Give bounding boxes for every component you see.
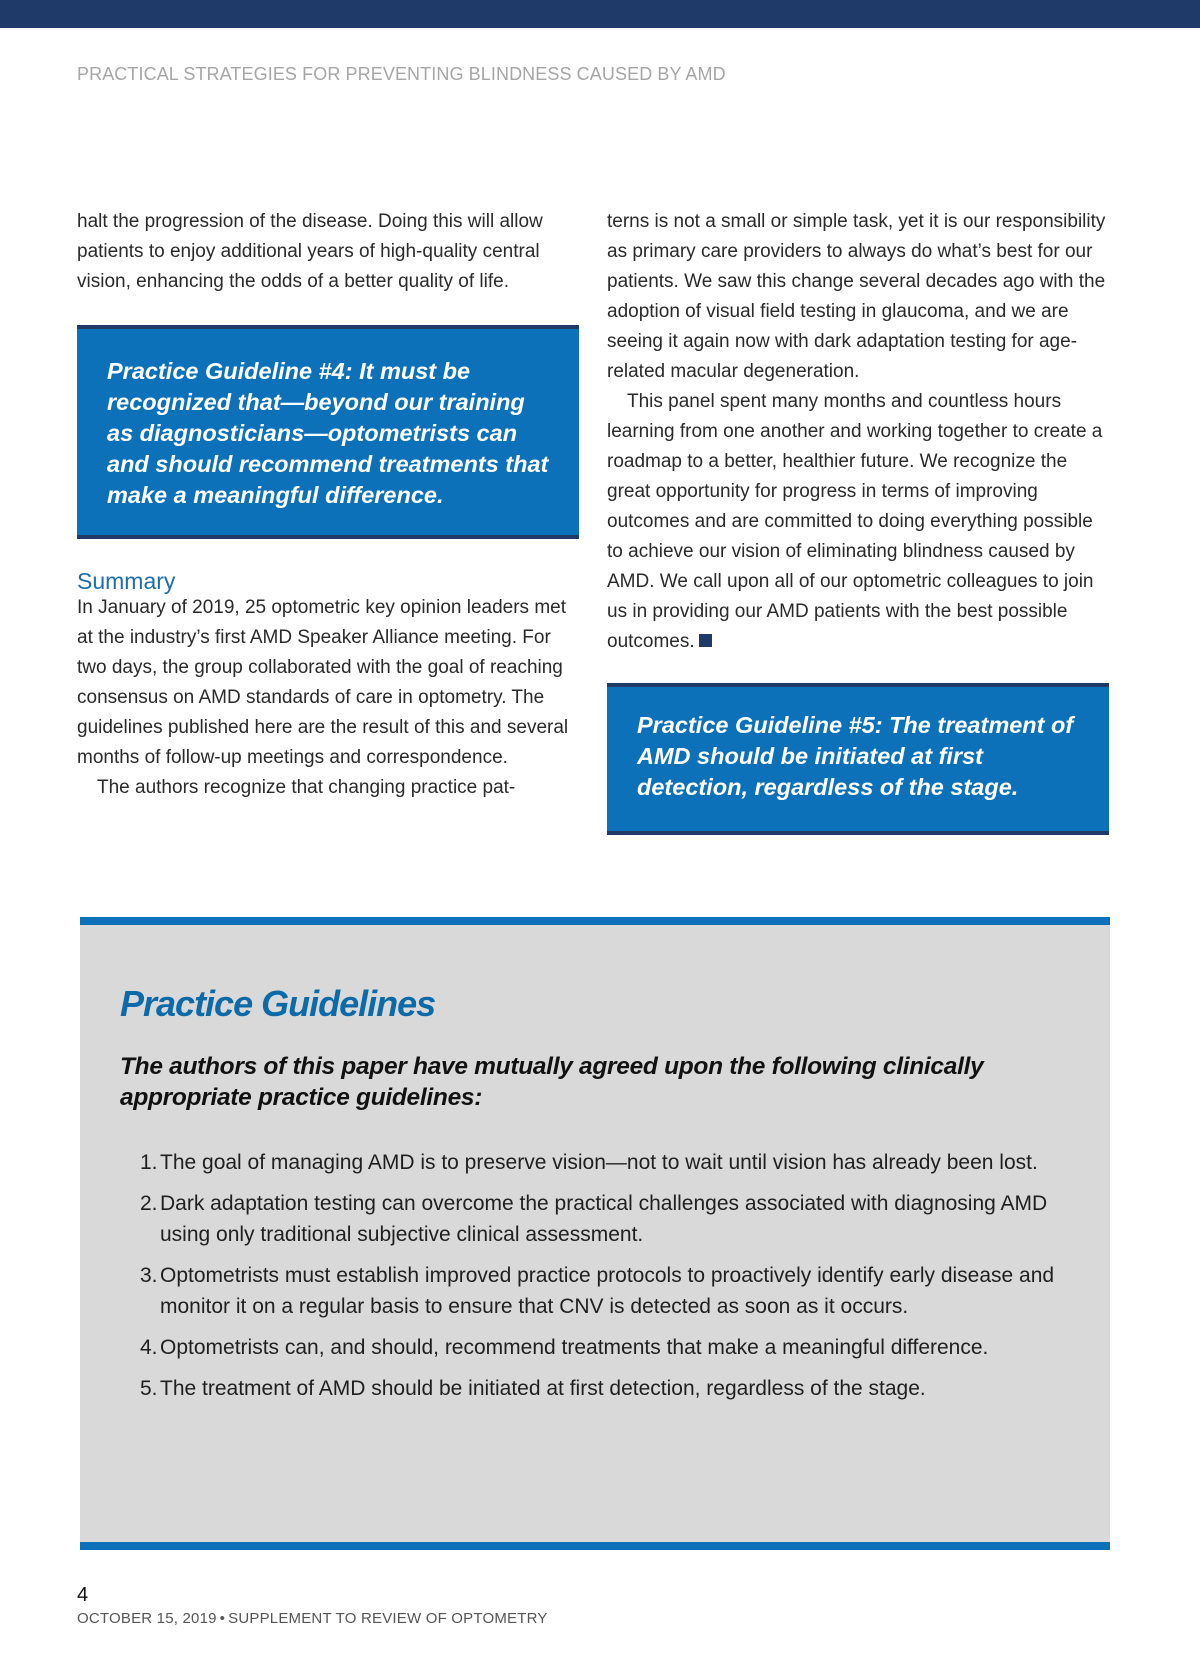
summary-paragraph-1: In January of 2019, 25 optometric key opinion leaders met at the industry’s first AMD Speaker Alliance meeting. For two days, the group collaborated with the goal of reaching consensus on AMD standards of care in optometry. The guidelines published here are the result of this and several months of follow-up meetings and correspondence. [77,597,569,768]
summary-section [77,593,579,803]
end-of-article-square-icon [699,634,712,647]
guideline-text: Optometrists must establish improved practice protocols to proactively identify early disease and monitor it on a regular basis to ensure that CNV is detected as soon as it occurs. [160,1264,1055,1318]
guideline-text: The goal of managing AMD is to preserve vision—not to wait until vision has already been lost. [160,1151,1038,1174]
practice-guidelines-box [80,917,1110,1550]
guideline-number: 4. [140,1336,158,1359]
summary-paragraph-2: The authors recognize that changing practice pat- [97,777,516,798]
left-column [77,207,579,297]
running-head: PRACTICAL STRATEGIES FOR PREVENTING BLINDNESS CAUSED BY AMD [77,64,726,84]
guidelines-intro: The authors of this paper have mutually agreed upon the following clinically appropriate practice guidelines: [120,1053,984,1111]
guideline-item-1 [140,1147,1070,1178]
guideline-number: 2. [140,1192,158,1215]
guideline-item-3 [140,1260,1070,1322]
guidelines-title: Practice Guidelines [120,983,436,1024]
guideline-item-5 [140,1373,1070,1404]
right-paragraph-2-text: This panel spent many months and countless hours learning from one another and working together to create a roadmap to a better, healthier future. We recognize the great opportunity for progress in terms of improving outcomes and are committed to doing everything possible to achieve our vision of eliminating blindness caused by AMD. We call upon all of our optometric colleagues to join us in providing our AMD patients with the best possible outcomes. [607,391,1103,652]
intro-paragraph: halt the progression of the disease. Doing this will allow patients to enjoy additional years of high-quality central vision, enhancing the odds of a better quality of life. [77,211,543,292]
practice-guideline-4-callout: Practice Guideline #4: It must be recognized that—beyond our training as diagnosticians—optometrists can and should recommend treatments that make a meaningful difference. [77,325,579,539]
guideline-text: The treatment of AMD should be initiated at first detection, regardless of the stage. [160,1377,926,1400]
right-paragraph-2 [607,387,1112,657]
practice-guideline-5-callout: Practice Guideline #5: The treatment of AMD should be initiated at first detection, regardless of the stage. [607,683,1109,835]
footer-separator: • [219,1610,226,1627]
footer-publication-line [77,1610,548,1627]
guideline-number: 1. [140,1151,158,1174]
guideline-item-2 [140,1188,1070,1250]
page-number: 4 [77,1584,89,1606]
guideline-text: Dark adaptation testing can overcome the practical challenges associated with diagnosing AMD using only traditional subjective clinical assessment. [160,1192,1048,1246]
guideline-item-4 [140,1332,1070,1363]
guideline-text: Optometrists can, and should, recommend treatments that make a meaningful difference. [160,1336,989,1359]
top-color-bar [0,0,1200,28]
right-column [607,207,1112,657]
guidelines-list [140,1147,1070,1414]
guideline-number: 5. [140,1377,158,1400]
summary-heading: Summary [77,568,176,594]
footer-publication: SUPPLEMENT TO REVIEW OF OPTOMETRY [228,1610,548,1627]
footer-date: OCTOBER 15, 2019 [77,1610,217,1627]
guideline-number: 3. [140,1264,158,1287]
right-paragraph-1: terns is not a small or simple task, yet it is our responsibility as primary care providers to always do what’s best for our patients. We saw this change several decades ago with the adoption of visual field testing in glaucoma, and we are seeing it again now with dark adaptation testing for age-related macular degeneration. [607,211,1106,382]
